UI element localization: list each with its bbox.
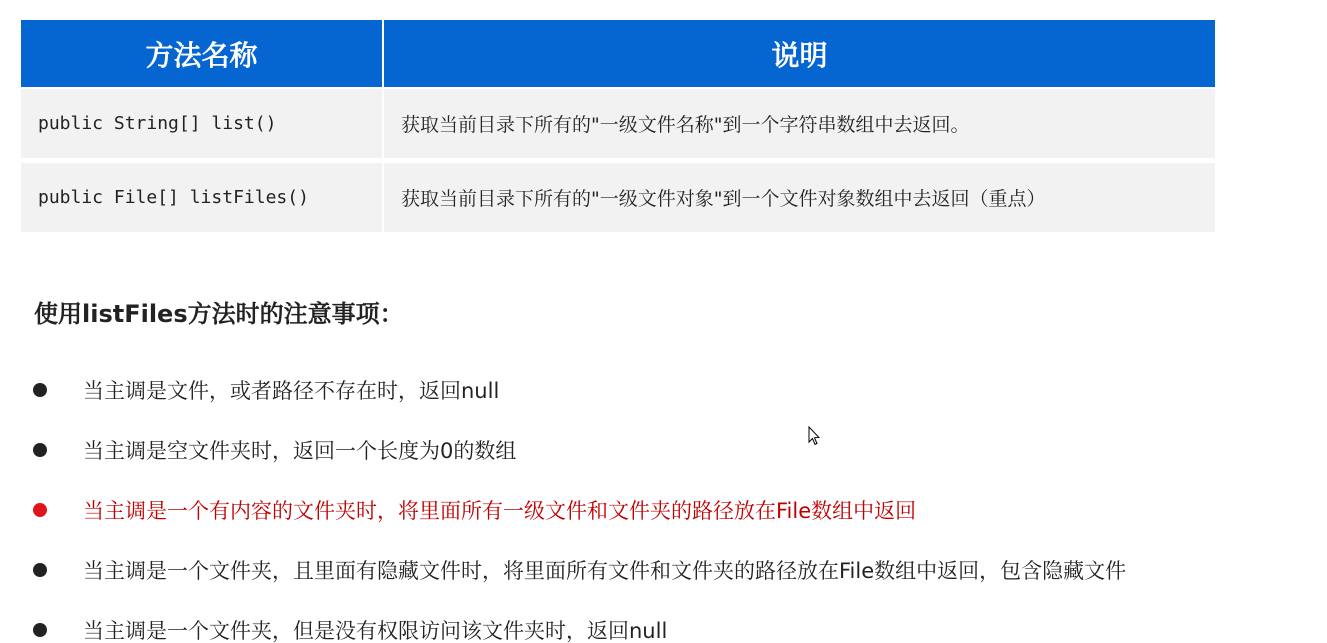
note-text: 当主调是一个文件夹，且里面有隐藏文件时，将里面所有文件和文件夹的路径放在File数组中返回，包含隐藏文件 [83, 559, 1127, 583]
bullet-icon [33, 623, 47, 637]
table-row [21, 89, 1215, 158]
list-item-highlighted [33, 480, 1126, 540]
bullet-icon [33, 563, 47, 577]
table-header-row [21, 20, 1215, 87]
method-description: 获取当前目录下所有的"一级文件名称"到一个字符串数组中去返回。 [384, 89, 1215, 158]
mouse-pointer-icon [808, 426, 820, 446]
api-method-table [21, 20, 1215, 232]
method-signature: public File[] listFiles() [21, 163, 382, 232]
list-item [33, 600, 1126, 643]
method-signature: public String[] list() [21, 89, 382, 158]
header-method-name: 方法名称 [21, 20, 382, 87]
bullet-icon [33, 383, 47, 397]
list-item [33, 420, 1126, 480]
bullet-icon [33, 443, 47, 457]
notes-title: 使用listFiles方法时的注意事项： [34, 300, 404, 328]
bullet-icon [33, 503, 47, 517]
table-row [21, 163, 1215, 232]
notes-list [33, 360, 1126, 643]
note-text: 当主调是空文件夹时，返回一个长度为0的数组 [83, 439, 517, 463]
note-text: 当主调是文件，或者路径不存在时，返回null [83, 379, 500, 403]
note-text: 当主调是一个文件夹，但是没有权限访问该文件夹时，返回null [83, 619, 668, 643]
list-item [33, 360, 1126, 420]
list-item [33, 540, 1126, 600]
method-description: 获取当前目录下所有的"一级文件对象"到一个文件对象数组中去返回（重点） [384, 163, 1215, 232]
header-description: 说明 [384, 20, 1215, 87]
note-text: 当主调是一个有内容的文件夹时，将里面所有一级文件和文件夹的路径放在File数组中返回 [83, 499, 917, 523]
